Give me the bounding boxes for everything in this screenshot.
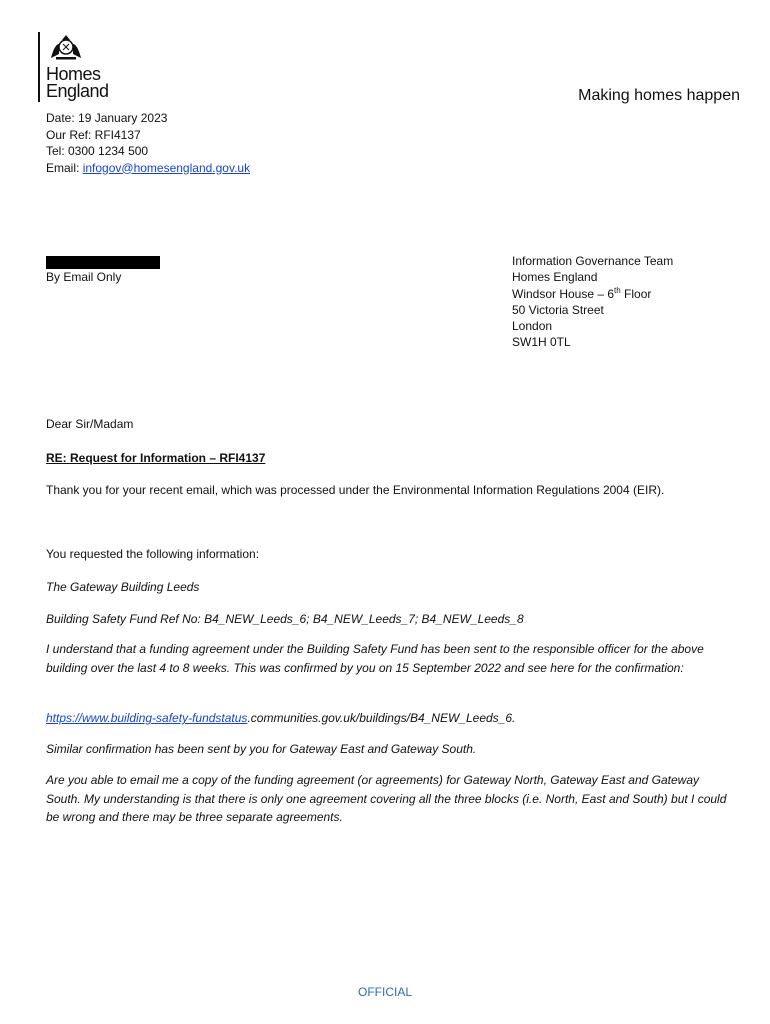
logo-line-england: England	[46, 81, 109, 101]
letter-date: Date: 19 January 2023	[46, 111, 168, 125]
letter-tel: Tel: 0300 1234 500	[46, 144, 149, 158]
request-question: Are you able to email me a copy of the funding agreement (or agreements) for Gateway North, Gateway East and Gateway South. My understanding is that there is only one agreement covering all the three blocks (i.e. North, East and South) but I could be wrong and there may be three separate agreements.	[46, 773, 727, 824]
address-line-2: Homes England	[512, 270, 598, 285]
by-email-only: By Email Only	[46, 270, 122, 284]
address-line-3-sup: th	[614, 285, 621, 295]
address-line-5: London	[512, 319, 553, 334]
salutation: Dear Sir/Madam	[46, 417, 134, 431]
classification-footer: OFFICIAL	[357, 985, 412, 999]
address-line-3-post: Floor	[620, 286, 652, 301]
letter-ref: Our Ref: RFI4137	[46, 127, 141, 142]
royal-crest-icon	[48, 32, 84, 62]
email-label: Email:	[46, 160, 83, 175]
address-line-6: SW1H 0TL	[512, 335, 571, 350]
tagline: Making homes happen	[578, 87, 740, 104]
logo-divider	[38, 32, 40, 102]
logo-line-homes: Homes	[46, 64, 101, 84]
address-line-3	[512, 286, 673, 302]
request-details: I understand that a funding agreement under the Building Safety Fund has been sent to the responsible officer for the above building over the last 4 to 8 weeks. This was confirmed by you on 15 September 2022 and see here for the confirmation:	[46, 642, 704, 675]
fund-status-link-rest: .communities.gov.uk/buildings/B4_NEW_Leeds_6.	[247, 711, 516, 725]
intro-paragraph: Thank you for your recent email, which was processed under the Environmental Information Regulations 2004 (EIR).	[46, 483, 665, 497]
request-link-row	[46, 709, 730, 728]
homes-england-logo	[38, 32, 198, 106]
letter-meta	[46, 110, 250, 176]
logo-wordmark	[46, 66, 109, 100]
requested-paragraph: You requested the following information:	[46, 547, 260, 561]
request-fund-ref: Building Safety Fund Ref No: B4_NEW_Leeds_6; B4_NEW_Leeds_7; B4_NEW_Leeds_8	[46, 612, 524, 626]
request-similar: Similar confirmation has been sent by you for Gateway East and Gateway South.	[46, 742, 477, 756]
fund-status-link[interactable]: https://www.building-safety-fundstatus	[46, 711, 248, 725]
address-line-4: 50 Victoria Street	[512, 302, 604, 317]
request-building: The Gateway Building Leeds	[46, 580, 200, 594]
sender-address	[512, 253, 673, 351]
email-link[interactable]: infogov@homesengland.gov.uk	[82, 160, 251, 175]
address-line-1: Information Governance Team	[512, 254, 674, 268]
address-line-3-pre: Windsor House – 6	[512, 286, 615, 301]
redaction-block	[46, 256, 160, 269]
letter-email-row	[46, 160, 250, 177]
subject-line: RE: Request for Information – RFI4137	[46, 451, 266, 465]
